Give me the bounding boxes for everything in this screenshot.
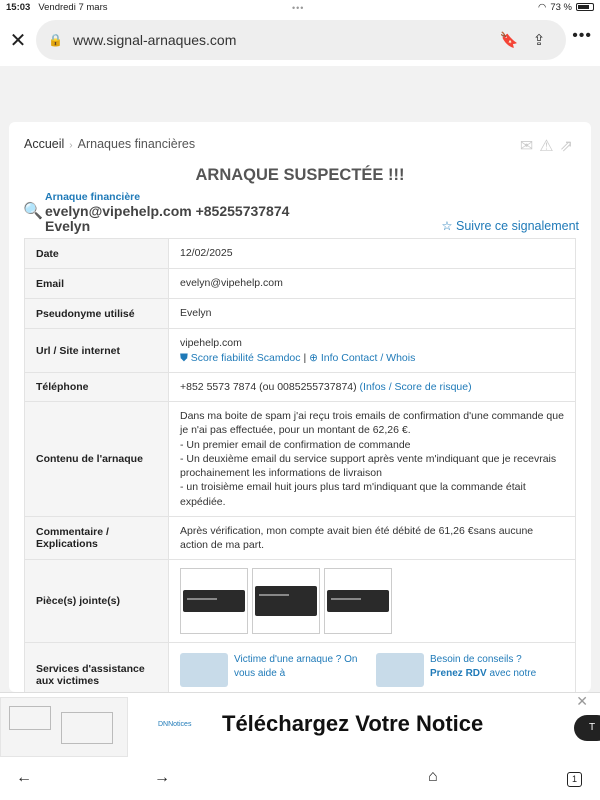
table-row	[25, 560, 576, 643]
breadcrumb-separator-icon: ›	[69, 140, 73, 151]
content-line: - Un deuxième email du service support après vente m'indiquant que je recevrais prochainement les informations de livraison	[180, 452, 557, 480]
shield-icon: ⛊	[180, 351, 191, 364]
row-label: Pièce(s) jointe(s)	[25, 560, 169, 643]
follow-label: Suivre ce signalement	[456, 219, 579, 233]
attachment-thumbnail[interactable]	[324, 568, 392, 634]
table-row	[25, 239, 576, 269]
breadcrumb-home[interactable]: Accueil	[24, 137, 65, 151]
service-text: Victime d'une arnaque ? On vous aide à	[234, 654, 358, 680]
report-category[interactable]: Arnaque financière	[45, 191, 141, 203]
table-row	[25, 643, 576, 693]
row-value: Evelyn	[169, 299, 576, 329]
whois-link[interactable]: Info Contact / Whois	[320, 351, 416, 364]
table-row	[25, 329, 576, 373]
phone-score-link[interactable]: (Infos / Score de risque)	[359, 380, 472, 393]
share-out-icon[interactable]: ⇗	[559, 138, 573, 155]
multitask-dots-icon[interactable]: •••	[292, 3, 305, 13]
table-row	[25, 299, 576, 329]
magnifier-icon: 🔍	[23, 203, 43, 220]
browser-bottom-bar	[0, 760, 600, 800]
service-advice[interactable]	[376, 653, 564, 687]
row-label: Date	[25, 239, 169, 269]
content-line: - Un premier email de confirmation de commande	[180, 438, 411, 451]
attachments	[180, 568, 564, 634]
status-time: 15:03	[6, 1, 31, 13]
row-value: evelyn@vipehelp.com	[169, 269, 576, 299]
row-label: Url / Site internet	[25, 329, 169, 373]
address-bar[interactable]	[36, 20, 566, 60]
bookmark-icon[interactable]: 🔖	[499, 32, 519, 49]
back-arrow-icon[interactable]: ←	[16, 769, 32, 786]
mail-icon[interactable]: ✉	[519, 138, 534, 155]
star-icon: ☆	[441, 219, 457, 233]
attachment-thumbnail[interactable]	[252, 568, 320, 634]
service-victim[interactable]	[180, 653, 368, 687]
row-value	[169, 560, 576, 643]
row-value	[169, 402, 576, 517]
card-tools	[520, 136, 573, 156]
report-subject: evelyn@vipehelp.com +85255737874	[45, 203, 290, 219]
row-label: Services d'assistance aux victimes	[25, 643, 169, 693]
row-value: 12/02/2025	[169, 239, 576, 269]
share-icon[interactable]: ⇪	[532, 32, 546, 49]
details-table	[24, 238, 576, 692]
row-value	[169, 643, 576, 693]
row-label: Email	[25, 269, 169, 299]
help-image	[180, 653, 228, 687]
report-card	[9, 122, 591, 692]
wifi-icon: ◠	[538, 1, 547, 13]
breadcrumb	[24, 137, 195, 151]
close-icon[interactable]: ✕	[9, 29, 27, 52]
forward-arrow-icon[interactable]: →	[154, 769, 170, 786]
home-icon[interactable]: ⌂	[428, 768, 438, 785]
ad-gap	[0, 66, 600, 122]
row-label: Pseudonyme utilisé	[25, 299, 169, 329]
more-icon[interactable]: •••	[572, 27, 592, 44]
battery-percent: 73 %	[550, 1, 572, 13]
breadcrumb-current[interactable]: Arnaques financières	[77, 137, 196, 151]
globe-icon: ⊕	[309, 351, 321, 364]
attachment-thumbnail[interactable]	[180, 568, 248, 634]
ad-banner[interactable]	[0, 692, 600, 760]
service-text: avec notre	[489, 668, 537, 680]
battery-icon	[576, 3, 594, 11]
ad-brand: DNNotices	[158, 721, 192, 728]
phone-number: +852 5573 7874 (ou 0085255737874)	[180, 380, 357, 393]
scamdoc-link[interactable]: Score fiabilité Scamdoc	[190, 351, 301, 364]
row-label: Commentaire / Explications	[25, 517, 169, 560]
lock-icon: 🔒	[48, 33, 63, 47]
page-title: ARNAQUE SUSPECTÉE !!!	[195, 166, 405, 184]
follow-report-link[interactable]	[441, 218, 579, 233]
site-url: vipehelp.com	[180, 337, 242, 350]
row-label: Contenu de l'arnaque	[25, 402, 169, 517]
ad-close-icon[interactable]: ✕	[576, 693, 588, 709]
table-row	[25, 373, 576, 402]
browser-toolbar	[0, 14, 600, 66]
ad-image	[0, 697, 128, 757]
tabs-icon[interactable]: 1	[567, 772, 582, 787]
advice-image	[376, 653, 424, 687]
link-separator: |	[303, 351, 307, 364]
row-value	[169, 329, 576, 373]
alert-icon[interactable]: ⚠	[539, 138, 554, 155]
status-bar	[0, 0, 600, 14]
table-row	[25, 269, 576, 299]
url-text[interactable]: www.signal-arnaques.com	[72, 32, 237, 48]
table-row	[25, 517, 576, 560]
service-rdv: Prenez RDV	[430, 668, 487, 680]
ad-cta-button[interactable]: T	[574, 715, 600, 741]
content-line: - un troisième email huit jours plus tard m'indiquant que la commande était expédiée.	[180, 481, 526, 508]
services	[180, 653, 564, 687]
row-value: Après vérification, mon compte avait bien été débité de 61,26 €sans aucune action de ma part.	[169, 517, 576, 560]
service-text: Besoin de conseils ?	[430, 654, 522, 665]
row-label: Téléphone	[25, 373, 169, 402]
ad-headline[interactable]: Téléchargez Votre Notice	[222, 711, 484, 736]
status-date: Vendredi 7 mars	[38, 1, 108, 13]
row-value	[169, 373, 576, 402]
report-header	[23, 191, 579, 235]
report-name: Evelyn	[45, 218, 91, 234]
table-row	[25, 402, 576, 517]
content-line: Dans ma boite de spam j'ai reçu trois emails de confirmation d'une commande que je n'ai pas effectuée, pour un montant de 62,26 €.	[180, 409, 564, 437]
